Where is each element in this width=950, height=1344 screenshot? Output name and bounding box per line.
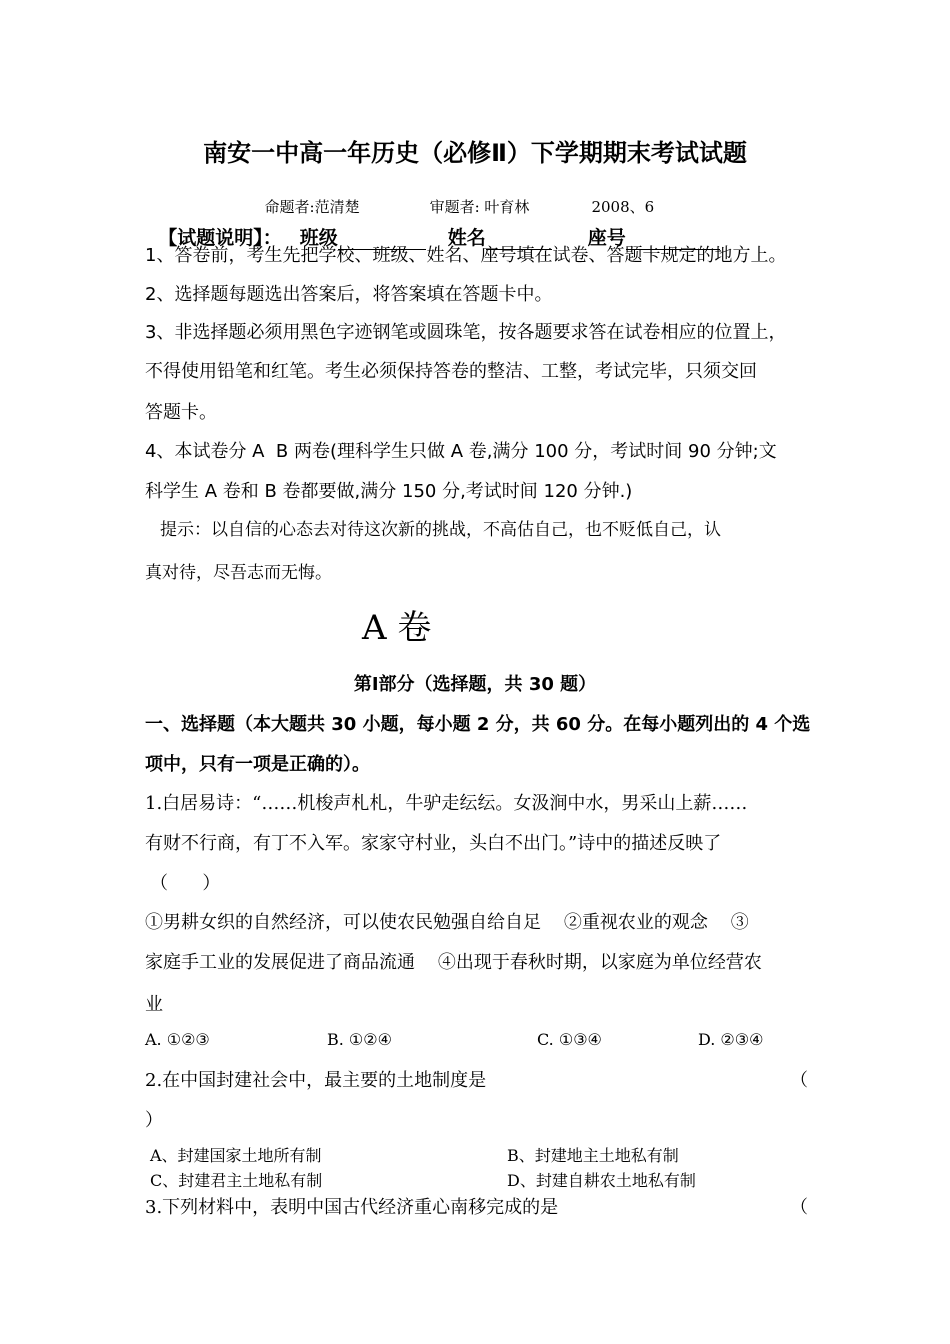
seat-label: 座号 (587, 227, 626, 249)
q2-option-b: B、封建地主土地私有制 (507, 1146, 679, 1165)
instruction-3b: 不得使用铅笔和红笔。考生必须保持答卷的整洁、工整，考试完毕，只须交回 (145, 361, 757, 382)
q1-option-c: C. ①③④ (537, 1030, 602, 1049)
q3-paren-open: （ (790, 1197, 808, 1218)
exam-title: 南安一中高一年历史（必修Ⅱ）下学期期末考试试题 (203, 139, 747, 167)
q1-answer-paren: （ ） (150, 873, 221, 894)
q1-line-4: ①男耕女织的自然经济，可以使农民勉强自给自足 ②重视农业的观念 ③ (145, 912, 749, 933)
q1-line-6: 业 (145, 994, 163, 1015)
instruction-4a: 4、本试卷分 A B 两卷(理科学生只做 A 卷,满分 100 分，考试时间 90 分钟;文 (145, 441, 777, 462)
instruction-3c: 答题卡。 (145, 402, 217, 423)
exam-date: 2008、6 (591, 198, 655, 216)
part-title: 第Ⅰ部分（选择题，共 30 题） (353, 674, 597, 695)
name-label: 姓名 (447, 227, 486, 249)
q2-stem: 2.在中国封建社会中，最主要的土地制度是 (145, 1070, 487, 1091)
q2-option-c: C、封建君主土地私有制 (150, 1171, 323, 1190)
q1-line-5: 家庭手工业的发展促进了商品流通 ④出现于春秋时期，以家庭为单位经营农 (145, 952, 762, 973)
q2-paren-open: （ (790, 1070, 808, 1091)
section-intro-1: 一、选择题（本大题共 30 小题，每小题 2 分，共 60 分。在每小题列出的 4 个选 (145, 714, 811, 735)
q1-line-2: 有财不行商，有丁不入军。家家守村业，头白不出门。”诗中的描述反映了 (145, 833, 722, 854)
q2-paren-close: ） (145, 1110, 163, 1131)
q2-option-d: D、封建自耕农土地私有制 (507, 1171, 696, 1190)
q1-option-b: B. ①②④ (327, 1030, 392, 1049)
setter: 命题者:范清楚 (264, 198, 360, 216)
class-label: 班级 (299, 227, 338, 249)
tip-line-2: 真对待，尽吾志而无悔。 (145, 563, 332, 583)
q2-option-a: A、封建国家土地所有制 (150, 1146, 322, 1165)
q1-line-1: 1.白居易诗：“……机梭声札札，牛驴走纭纭。女汲涧中水，男采山上薪…… (145, 793, 748, 814)
q1-option-a: A. ①②③ (145, 1030, 210, 1049)
instruction-4b: 科学生 A 卷和 B 卷都要做,满分 150 分,考试时间 120 分钟.) (145, 481, 633, 502)
instructions-label: 【试题说明】： (158, 227, 282, 249)
instruction-2: 2、选择题每题选出答案后，将答案填在答题卡中。 (145, 284, 553, 305)
q3-stem: 3.下列材料中，表明中国古代经济重心南移完成的是 (145, 1197, 559, 1218)
instruction-1: 1、答卷前，考生先把学校、班级、姓名、座号填在试卷、答题卡规定的地方上。 (145, 245, 787, 266)
section-intro-2: 项中，只有一项是正确的）。 (145, 754, 370, 775)
q1-option-d: D. ②③④ (698, 1030, 764, 1049)
instruction-3a: 3、非选择题必须用黑色字迹钢笔或圆珠笔，按各题要求答在试卷相应的位置上， (145, 322, 787, 343)
tip-line-1: 提示：以自信的心态去对待这次新的挑战，不高估自己，也不贬低自己，认 (160, 520, 721, 540)
volume-title: A 卷 (362, 608, 432, 648)
reviewer: 审题者: 叶育林 (429, 198, 530, 216)
